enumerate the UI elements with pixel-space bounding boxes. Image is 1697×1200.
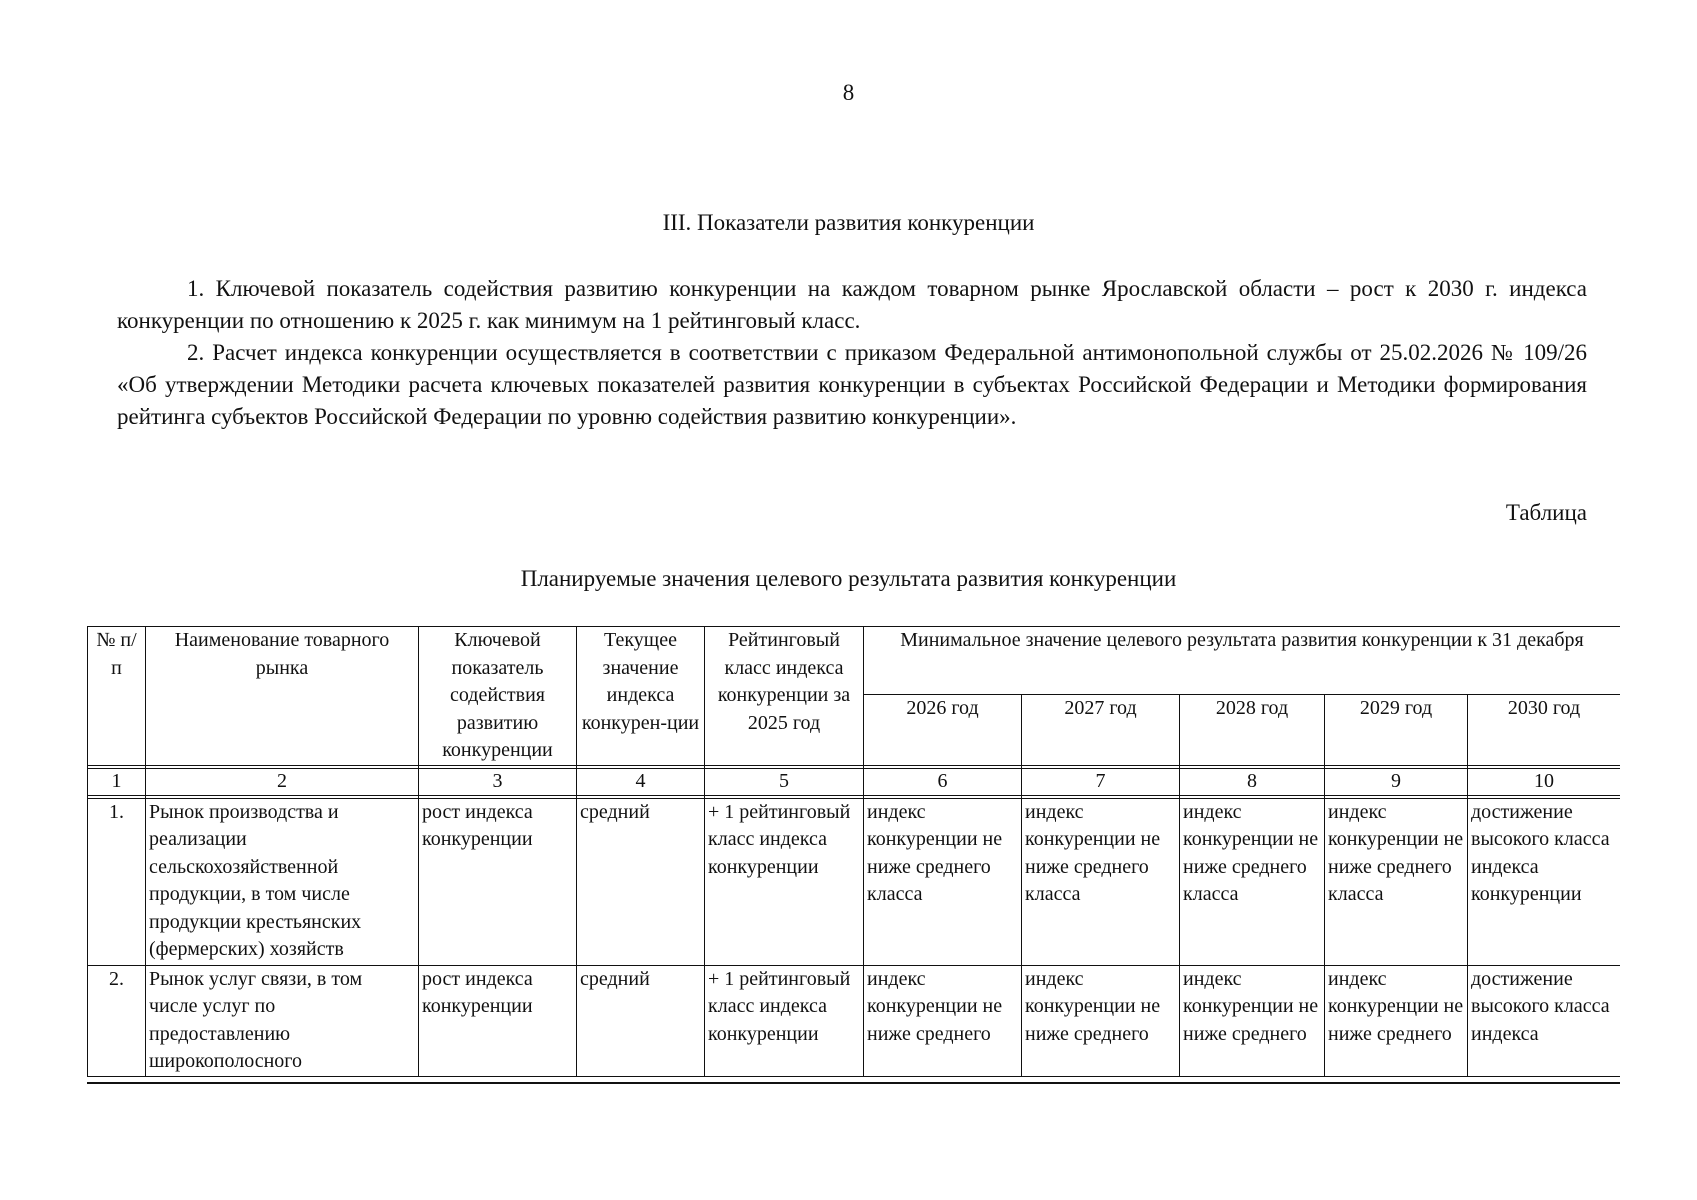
column-number: 6	[864, 768, 1022, 795]
row-value-2028: индекс конкуренции не ниже среднего класса	[1180, 798, 1325, 965]
row-market: Рынок услуг связи, в том числе услуг по предоставлению широкополосного	[146, 965, 419, 1076]
row-market: Рынок производства и реализации сельскохозяйственной продукции, в том числе продукции крестьянских (фермерских) хозяйств	[146, 798, 419, 965]
column-number: 5	[705, 768, 864, 795]
table-header-row	[88, 627, 1621, 695]
header-year-2029: 2029 год	[1325, 694, 1468, 765]
column-number: 1	[88, 768, 146, 795]
header-year-2026: 2026 год	[864, 694, 1022, 765]
header-year-2027: 2027 год	[1022, 694, 1180, 765]
row-num: 2.	[88, 965, 146, 1076]
row-rating-class: + 1 рейтинговый класс индекса конкуренции	[705, 965, 864, 1076]
row-key-indicator: рост индекса конкуренции	[419, 965, 577, 1076]
column-number: 8	[1180, 768, 1325, 795]
row-value-2027: индекс конкуренции не ниже среднего класса	[1022, 798, 1180, 965]
table-caption: Планируемые значения целевого результата развития конкуренции	[520, 566, 1177, 591]
row-key-indicator: рост индекса конкуренции	[419, 798, 577, 965]
header-key-indicator: Ключевой показатель содействия развитию конкуренции	[419, 627, 577, 766]
row-value-2030: достижение высокого класса индекса	[1468, 965, 1621, 1076]
column-number: 4	[577, 768, 705, 795]
row-num: 1.	[88, 798, 146, 965]
table-label: Таблица	[1505, 500, 1587, 525]
header-num: № п/п	[88, 627, 146, 766]
header-current-value: Текущее значение индекса конкурен-ции	[577, 627, 705, 766]
row-rating-class: + 1 рейтинговый класс индекса конкуренции	[705, 798, 864, 965]
body-text	[117, 273, 1587, 433]
row-value-2030: достижение высокого класса индекса конкуренции	[1468, 798, 1621, 965]
header-market: Наименование товарного рынка	[146, 627, 419, 766]
table-container	[87, 626, 1620, 1084]
table-row	[88, 965, 1621, 1076]
row-value-2026: индекс конкуренции не ниже среднего класса	[864, 798, 1022, 965]
row-value-2029: индекс конкуренции не ниже среднего класса	[1325, 798, 1468, 965]
column-numbers-row	[88, 768, 1621, 795]
row-current-value: средний	[577, 798, 705, 965]
header-rating-class: Рейтинговый класс индекса конкуренции за 2025 год	[705, 627, 864, 766]
column-number: 10	[1468, 768, 1621, 795]
row-value-2026: индекс конкуренции не ниже среднего	[864, 965, 1022, 1076]
competition-targets-table	[87, 626, 1620, 1077]
column-number: 2	[146, 768, 419, 795]
table-row	[88, 798, 1621, 965]
header-year-2030: 2030 год	[1468, 694, 1621, 765]
row-value-2027: индекс конкуренции не ниже среднего	[1022, 965, 1180, 1076]
page-number: 8	[842, 80, 855, 105]
row-value-2028: индекс конкуренции не ниже среднего	[1180, 965, 1325, 1076]
header-year-2028: 2028 год	[1180, 694, 1325, 765]
header-min-value-group: Минимальное значение целевого результата развития конкуренции к 31 декабря	[864, 627, 1621, 695]
paragraph-2: 2. Расчет индекса конкуренции осуществляется в соответствии с приказом Федеральной антимонопольной службы от 25.02.2026 № 109/26 «Об утверждении Методики расчета ключевых показателей развития конкуренции в субъектах Российской Федерации и Методики формирования рейтинга субъектов Российской Федерации по уровню содействия развитию конкуренции».	[117, 340, 1587, 429]
paragraph-1: 1. Ключевой показатель содействия развитию конкуренции на каждом товарном рынке Ярославской области – рост к 2030 г. индекса конкуренции по отношению к 2025 г. как минимум на 1 рейтинговый класс.	[117, 276, 1587, 333]
column-number: 9	[1325, 768, 1468, 795]
column-number: 7	[1022, 768, 1180, 795]
row-value-2029: индекс конкуренции не ниже среднего	[1325, 965, 1468, 1076]
row-current-value: средний	[577, 965, 705, 1076]
section-title: III. Показатели развития конкуренции	[662, 210, 1035, 235]
column-number: 3	[419, 768, 577, 795]
